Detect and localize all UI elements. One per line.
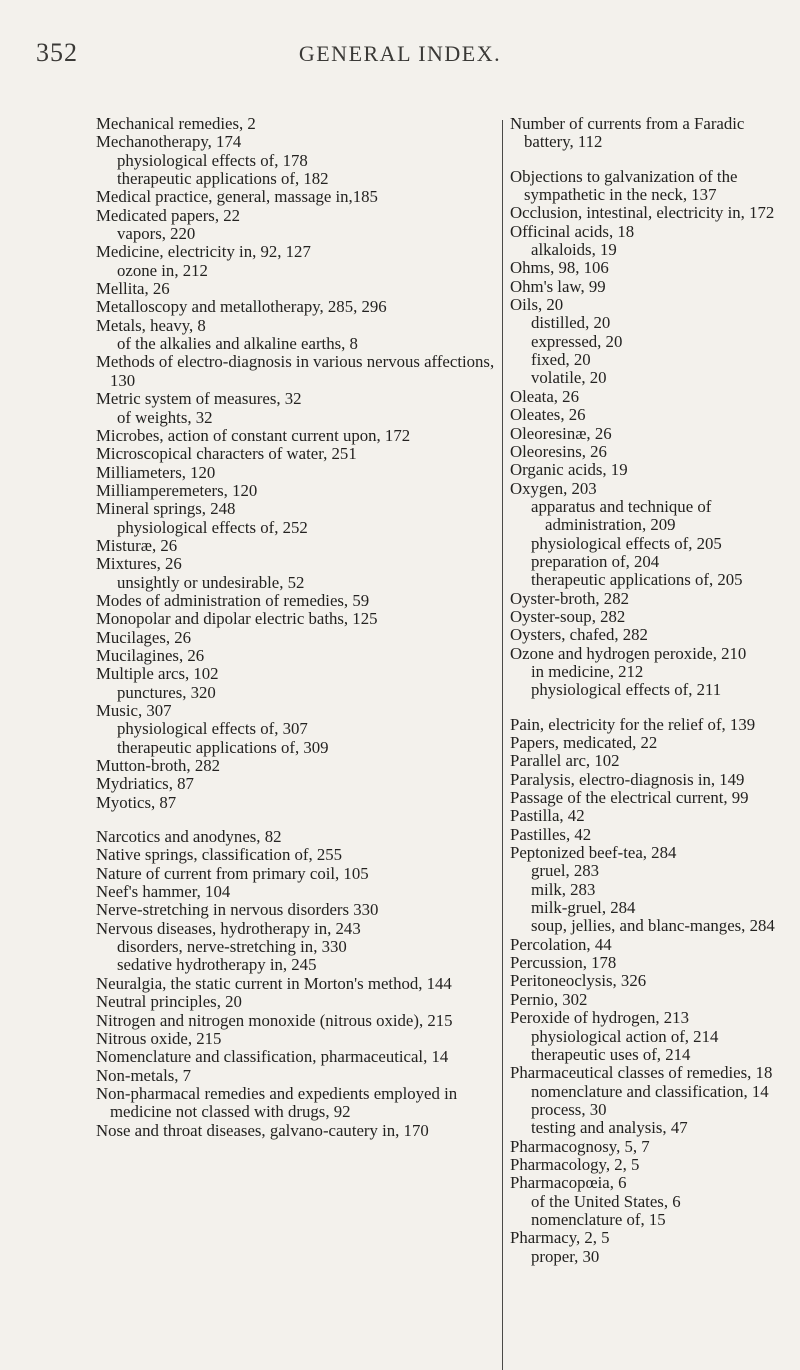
index-entry: Oyster-broth, 282 <box>510 588 629 608</box>
index-entry: Nervous diseases, hydrotherapy in, 243 <box>96 918 361 938</box>
index-entry: Modes of administration of remedies, 59 <box>96 590 370 610</box>
index-entry: volatile, 20 <box>531 368 607 388</box>
index-entry: Peroxide of hydrogen, 213 <box>510 1008 689 1028</box>
index-entry: alkaloids, 19 <box>531 240 617 260</box>
index-entry: Methods of electro-diagnosis in various nervous affections, 130 <box>96 352 495 390</box>
index-entry: Mucilages, 26 <box>96 627 192 647</box>
index-entry: Neef's hammer, 104 <box>96 882 231 902</box>
index-entry: physiological effects of, 211 <box>531 680 722 700</box>
index-entry: Music, 307 <box>96 701 172 720</box>
index-entry: Oxygen, 203 <box>510 478 597 498</box>
index-entry: Parallel arc, 102 <box>510 751 620 771</box>
index-entry: Medicine, electricity in, 92, 127 <box>96 242 311 262</box>
index-entry: Neuralgia, the static current in Morton's method, 144 <box>96 973 452 993</box>
index-entry: therapeutic uses of, 214 <box>531 1044 691 1064</box>
index-entry: of weights, 32 <box>117 407 213 427</box>
column-divider <box>502 120 503 1370</box>
index-entry: physiological effects of, 252 <box>117 517 308 537</box>
index-entry: Mechanotherapy, 174 <box>96 132 242 152</box>
index-entry: soup, jellies, and blanc-manges, 284 <box>531 916 775 936</box>
index-entry: Metals, heavy, 8 <box>96 315 206 335</box>
index-entry: punctures, 320 <box>117 682 216 702</box>
index-entry: Non-metals, 7 <box>96 1065 192 1085</box>
index-entry: Monopolar and dipolar electric baths, 125 <box>96 609 378 629</box>
index-entry: Oils, 20 <box>510 295 564 315</box>
page-number: 352 <box>36 38 78 67</box>
index-entry: Oleoresinæ, 26 <box>510 423 612 443</box>
index-entry: physiological effects of, 178 <box>117 150 308 170</box>
index-entry: in medicine, 212 <box>531 661 644 681</box>
index-entry: disorders, nerve-stretching in, 330 <box>117 937 347 957</box>
running-head: GENERAL INDEX. <box>298 41 502 66</box>
index-entry: Nature of current from primary coil, 105 <box>96 863 369 883</box>
index-entry: therapeutic applications of, 182 <box>117 169 329 189</box>
index-entry: Mineral springs, 248 <box>96 499 236 519</box>
index-entry: Nitrous oxide, 215 <box>96 1028 222 1048</box>
index-entry: Objections to galvanization of the sympathetic in the neck, 137 <box>510 166 738 205</box>
index-entry: Pain, electricity for the relief of, 139 <box>510 714 756 734</box>
index-entry: physiological action of, 214 <box>531 1026 719 1046</box>
index-entry: Myotics, 87 <box>96 792 177 812</box>
index-entry: therapeutic applications of, 205 <box>531 570 743 590</box>
index-entry: Officinal acids, 18 <box>510 221 635 241</box>
index-entry: Pharmacognosy, 5, 7 <box>510 1136 650 1156</box>
index-entry: Microscopical characters of water, 251 <box>96 444 357 464</box>
index-entry: Milliamperemeters, 120 <box>96 480 258 500</box>
index-entry: Paralysis, electro-diagnosis in, 149 <box>510 769 745 789</box>
index-entry: fixed, 20 <box>531 350 591 370</box>
index-entry: Mutton-broth, 282 <box>96 756 220 776</box>
index-entry: Pharmacology, 2, 5 <box>510 1154 640 1174</box>
index-entry: expressed, 20 <box>531 331 623 351</box>
index-entry: Neutral principles, 20 <box>96 992 242 1012</box>
index-entry: distilled, 20 <box>531 313 611 333</box>
index-entry: Pharmacopœia, 6 <box>510 1173 627 1193</box>
index-column-left <box>96 115 496 1140</box>
index-entry: Native springs, classification of, 255 <box>96 845 343 865</box>
index-entry: Ohms, 98, 106 <box>510 258 609 278</box>
index-entry: Oleata, 26 <box>510 386 579 406</box>
index-entry: physiological effects of, 205 <box>531 533 722 553</box>
index-entry: Non-pharmacal remedies and expedients employed in medicine not classed with drugs, 92 <box>96 1083 458 1122</box>
index-entry: process, 30 <box>531 1099 607 1119</box>
index-entry: Passage of the electrical current, 99 <box>510 788 749 808</box>
index-entry: Percolation, 44 <box>510 934 612 954</box>
index-entry: Ohm's law, 99 <box>510 276 606 296</box>
index-entry: Mellita, 26 <box>96 279 170 299</box>
index-entry: gruel, 283 <box>531 861 600 881</box>
index-entry: Pastilles, 42 <box>510 824 592 844</box>
index-entry: Occlusion, intestinal, electricity in, 172 <box>510 203 775 223</box>
index-entry: milk, 283 <box>531 879 596 899</box>
index-entry: nomenclature and classification, 14 <box>531 1081 769 1101</box>
index-entry: Percussion, 178 <box>510 953 617 973</box>
index-entry: Peritoneoclysis, 326 <box>510 971 647 991</box>
index-entry: Multiple arcs, 102 <box>96 664 219 684</box>
index-column-right <box>510 115 792 1266</box>
index-entry: Milliameters, 120 <box>96 462 216 482</box>
index-entry: ozone in, 212 <box>117 260 208 280</box>
index-entry: Metric system of measures, 32 <box>96 389 302 409</box>
index-entry: Microbes, action of constant current upon, 172 <box>96 425 411 445</box>
index-entry: Narcotics and anodynes, 82 <box>96 827 282 847</box>
index-entry: therapeutic applications of, 309 <box>117 737 329 757</box>
index-entry: of the United States, 6 <box>531 1191 681 1211</box>
index-entry: Medical practice, general, massage in,185 <box>96 187 378 207</box>
index-entry: Pharmacy, 2, 5 <box>510 1228 610 1248</box>
index-entry: milk-gruel, 284 <box>531 898 636 918</box>
index-entry: Papers, medicated, 22 <box>510 733 658 752</box>
index-entry: preparation of, 204 <box>531 551 660 571</box>
index-entry: Misturæ, 26 <box>96 535 178 555</box>
index-entry: Pernio, 302 <box>510 989 588 1009</box>
index-entry: Oleates, 26 <box>510 405 586 425</box>
index-entry: Nerve-stretching in nervous disorders 330 <box>96 900 379 920</box>
index-entry: Peptonized beef-tea, 284 <box>510 843 677 863</box>
index-entry: of the alkalies and alkaline earths, 8 <box>117 334 358 354</box>
index-entry: vapors, 220 <box>117 224 196 244</box>
index-entry: Pharmaceutical classes of remedies, 18 <box>510 1063 773 1083</box>
index-entry: Mechanical remedies, 2 <box>96 114 256 133</box>
index-entry: Nomenclature and classification, pharmaceutical, 14 <box>96 1047 449 1067</box>
index-entry: Organic acids, 19 <box>510 460 628 480</box>
index-entry: Ozone and hydrogen peroxide, 210 <box>510 643 747 663</box>
index-entry: Metalloscopy and metallotherapy, 285, 296 <box>96 297 387 317</box>
index-entry: Nitrogen and nitrogen monoxide (nitrous oxide), 215 <box>96 1010 453 1030</box>
index-entry: Oysters, chafed, 282 <box>510 625 648 645</box>
index-entry: Pastilla, 42 <box>510 806 585 826</box>
index-entry: Mydriatics, 87 <box>96 774 194 794</box>
index-entry: testing and analysis, 47 <box>531 1118 688 1138</box>
index-entry: Nose and throat diseases, galvano-cautery in, 170 <box>96 1120 429 1140</box>
index-entry: Number of currents from a Faradic battery, 112 <box>510 114 745 152</box>
index-entry: unsightly or undesirable, 52 <box>117 572 305 592</box>
index-entry: physiological effects of, 307 <box>117 719 308 739</box>
index-entry: Medicated papers, 22 <box>96 205 240 225</box>
index-entry: apparatus and technique of administration, 209 <box>531 496 712 535</box>
index-entry: Oyster-soup, 282 <box>510 606 626 626</box>
index-entry: proper, 30 <box>531 1246 600 1266</box>
index-entry: Mucilagines, 26 <box>96 645 205 665</box>
index-entry: Mixtures, 26 <box>96 554 182 574</box>
index-entry: Oleoresins, 26 <box>510 441 607 461</box>
index-entry: sedative hydrotherapy in, 245 <box>117 955 317 975</box>
index-entry: nomenclature of, 15 <box>531 1209 666 1229</box>
